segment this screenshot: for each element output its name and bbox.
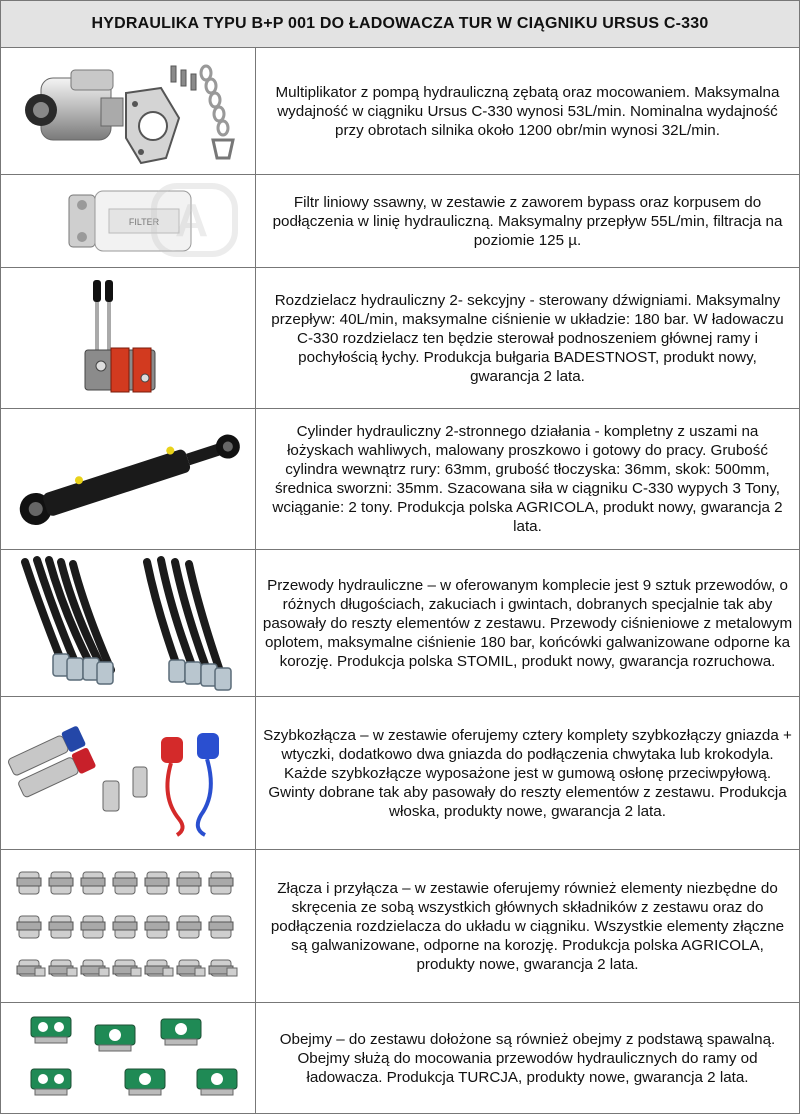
row-description: Obejmy – do zestawu dołożone są również obejmy z podstawą spawalną. Obejmy służą do mocowania przewodów hydraulicznych do ramy od ładowacza. Produkcja TURCJA, produkty nowe, gwarancja 2 lata.: [279, 1030, 776, 1086]
table-row: [0, 175, 800, 268]
row-description: Multiplikator z pompą hydrauliczną zębatą oraz mocowaniem. Maksymalna wydajność w ciągniku Ursus C-330 wynosi 53L/min. Nominalna wydajność przy obrotach silnika około 1200 obr/min wynosi 32L/min.: [275, 83, 780, 139]
row-description: Filtr liniowy ssawny, w zestawie z zaworem bypass oraz korpusem do podłączenia w linię hydrauliczną. Maksymalny przepływ 55L/min, filtracja na poziomie 125 µ.: [272, 193, 783, 249]
table-row: [0, 409, 800, 550]
control-valve-icon: [1, 268, 256, 408]
page-title: HYDRAULIKA TYPU B+P 001 DO ŁADOWACZA TUR W CIĄGNIKU URSUS C-330: [0, 0, 800, 48]
row-description: Przewody hydrauliczne – w oferowanym komplecie jest 9 sztuk przewodów, o różnych długościach, zakuciach i gwintach, dobranych specjalnie tak aby pasowały do reszty elementów z zestawu. Przewody ciśnieniowe z metalowym oplotem, maksymalne ciśnienie 180 bar, końcówki galwanizowane odporne ka korozję. Produkcja polska STOMIL, produkt nowy, gwarancja rozruchowa.: [262, 576, 793, 670]
table-row: [0, 697, 800, 850]
table-row: [0, 268, 800, 409]
table-row: [0, 550, 800, 697]
fittings-icon: [1, 850, 256, 1002]
row-description: Szybkozłącza – w zestawie oferujemy cztery komplety szybkozłączy gniazda + wtyczki, dodatkowo dwa gniazda do podłączenia chwytaka lub krokodyla. Każde szybkozłącze wyposażone jest w gumową osłonę przeciwpyłową. Gwinty dobrane tak aby pasowały do reszty elementów z zestawu. Produkcja włoska, produkty nowe, gwarancja 2 lata.: [263, 726, 792, 820]
row-description: Cylinder hydrauliczny 2-stronnego działania - kompletny z uszami na łożyskach wahliwych, malowany proszkowo i gotowy do pracy. Grubość cylindra wewnątrz rury: 63mm, grubość tłoczyska: 36mm, skok: 500mm, średnica sworzni: 35mm. Szacowana siła w ciągniku C-330 wypych 3 Tony, wciąganie: 2 tony. Produkcja polska AGRICOLA, produkt nowy, gwarancja 2 lata.: [272, 423, 783, 535]
svg-text:FILTER: FILTER: [128, 217, 160, 227]
hydraulic-hoses-icon: [1, 550, 256, 696]
pump-multiplier-icon: [1, 48, 256, 174]
pipe-clamps-icon: [1, 1003, 256, 1113]
quick-couplers-icon: [1, 697, 256, 849]
table-row: [0, 48, 800, 175]
hydraulic-cylinder-icon: [1, 409, 256, 549]
line-filter-icon: FILTER A: [1, 175, 256, 267]
row-description: Rozdzielacz hydrauliczny 2- sekcyjny - sterowany dźwigniami. Maksymalny przepływ: 40L/min, maksymalne ciśnienie w układzie: 180 bar. W ładowaczu C-330 rozdzielacz ten będzie sterował podnoszeniem głównej ramy i pochyłością łychy. Produkcja bułgaria BADESTNOST, produkt nowy, gwarancja 2 lata.: [271, 291, 784, 385]
table-row: [0, 850, 800, 1003]
table-row: [0, 1003, 800, 1114]
row-description: Złącza i przyłącza – w zestawie oferujemy również elementy niezbędne do skręcenia ze sobą wszystkich głównych składników z zestawu oraz do podłączenia rozdzielacza do układu w ciągniku. Wszystkie elementy złączne są galwanizowane, odporne na korozję. Produkcja polska AGRICOLA, produkty nowe, gwarancja 2 lata.: [270, 879, 785, 973]
